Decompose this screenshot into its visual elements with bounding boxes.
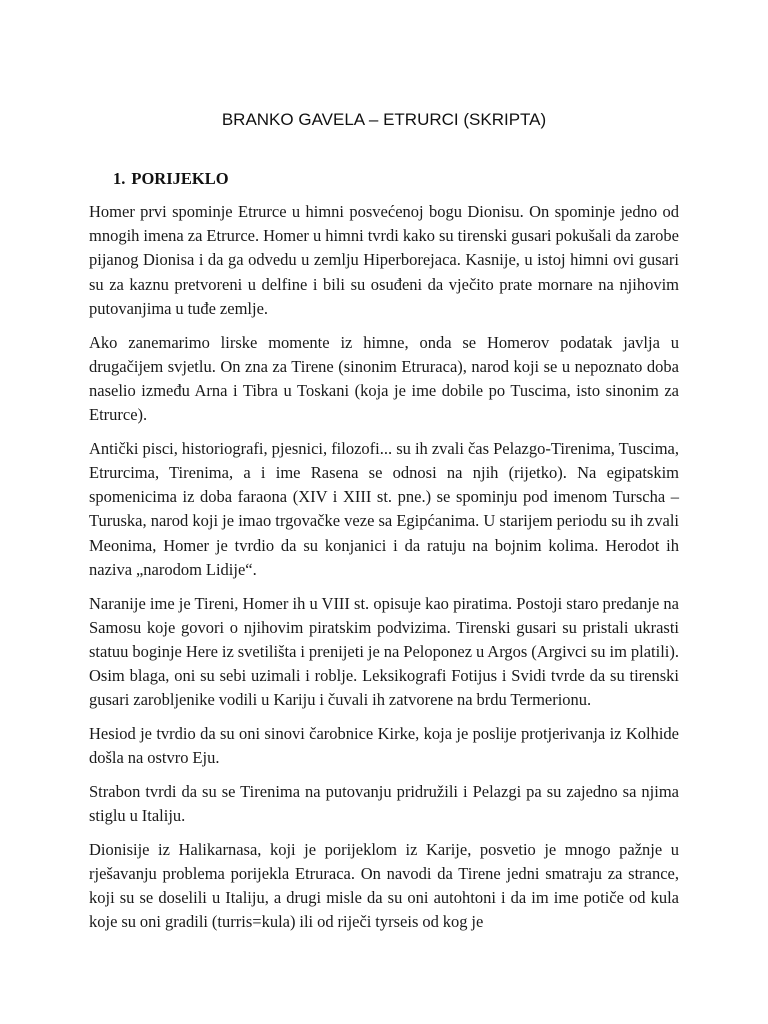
section-title: PORIJEKLO bbox=[131, 169, 229, 188]
section-number: 1. bbox=[113, 169, 126, 188]
paragraph: Antički pisci, historiografi, pjesnici, filozofi... su ih zvali čas Pelazgo-Tirenima, Tuscima, Etrurcima, Tirenima, a i ime Rasena se odnosi na njih (rijetko). Na egipatskim spomenicima iz doba faraona (XIV i XIII st. pne.) se spominju pod imenom Turscha – Turuska, narod koji je imao trgovačke veze sa Egipćanima. U starijem periodu su ih zvali Meonima, Homer je tvrdio da su konjanici i da ratuju na bojnim kolima. Herodot ih naziva „narodom Lidije“. bbox=[89, 438, 679, 579]
paragraph: Dionisije iz Halikarnasa, koji je porijeklom iz Karije, posvetio je mnogo pažnje u rješavanju problema porijekla Etruraca. On navodi da Tirene jedni smatraju za strance, koji su se doselili u Italiju, a drugi misle da su oni autohtoni i da im ime potiče od kula koje su oni gradili (turris=kula) ili od riječi tyrseis od kog je bbox=[89, 839, 679, 932]
paragraph: Ako zanemarimo lirske momente iz himne, onda se Homerov podatak javlja u drugačijem svjetlu. On zna za Tirene (sinonim Etruraca), narod koji se u nepoznato doba naselio između Arna i Tibra u Toskani (koja je ime dobile po Tuscima, isto sinonim za Etrurce). bbox=[89, 332, 679, 425]
paragraph: Strabon tvrdi da su se Tirenima na putovanju pridružili i Pelazgi pa su zajedno sa njima stiglu u Italiju. bbox=[89, 781, 679, 826]
paragraph: Hesiod je tvrdio da su oni sinovi čarobnice Kirke, koja je poslije protjerivanja iz Kolhide došla na ostvro Eju. bbox=[89, 724, 679, 768]
section-heading bbox=[113, 169, 229, 189]
document-body bbox=[89, 200, 679, 944]
paragraph: Homer prvi spominje Etrurce u himni posvećenoj bogu Dionisu. On spominje jedno od mnogih imena za Etrurce. Homer u himni tvrdi kako su tirenski gusari pokušali da zarobe pijanog Dionisa i da ga odvedu u zemlju Hiperborejaca. Kasnije, u istoj himni ovi gusari su za kaznu pretvoreni u delfine i bili su osuđeni da vječito prate mornare na njihovim putovanjima u tuđe zemlje. bbox=[89, 202, 679, 318]
document-title: BRANKO GAVELA – ETRURCI (SKRIPTA) bbox=[221, 110, 547, 129]
paragraph: Naranije ime je Tireni, Homer ih u VIII st. opisuje kao piratima. Postoji staro predanje na Samosu koje govori o njihovim piratskim podvizima. Tirenski gusari su pristali ukrasti statuu boginje Here iz svetilišta i prenijeti je na Peloponez u Argos (Argivci su im platili). Osim blaga, oni su sebi uzimali i roblje. Leksikografi Fotijus i Svidi tvrde da su tirenski gusari zarobljenike vodili u Kariju i čuvali ih zatvorene na brdu Termerionu. bbox=[89, 593, 679, 710]
